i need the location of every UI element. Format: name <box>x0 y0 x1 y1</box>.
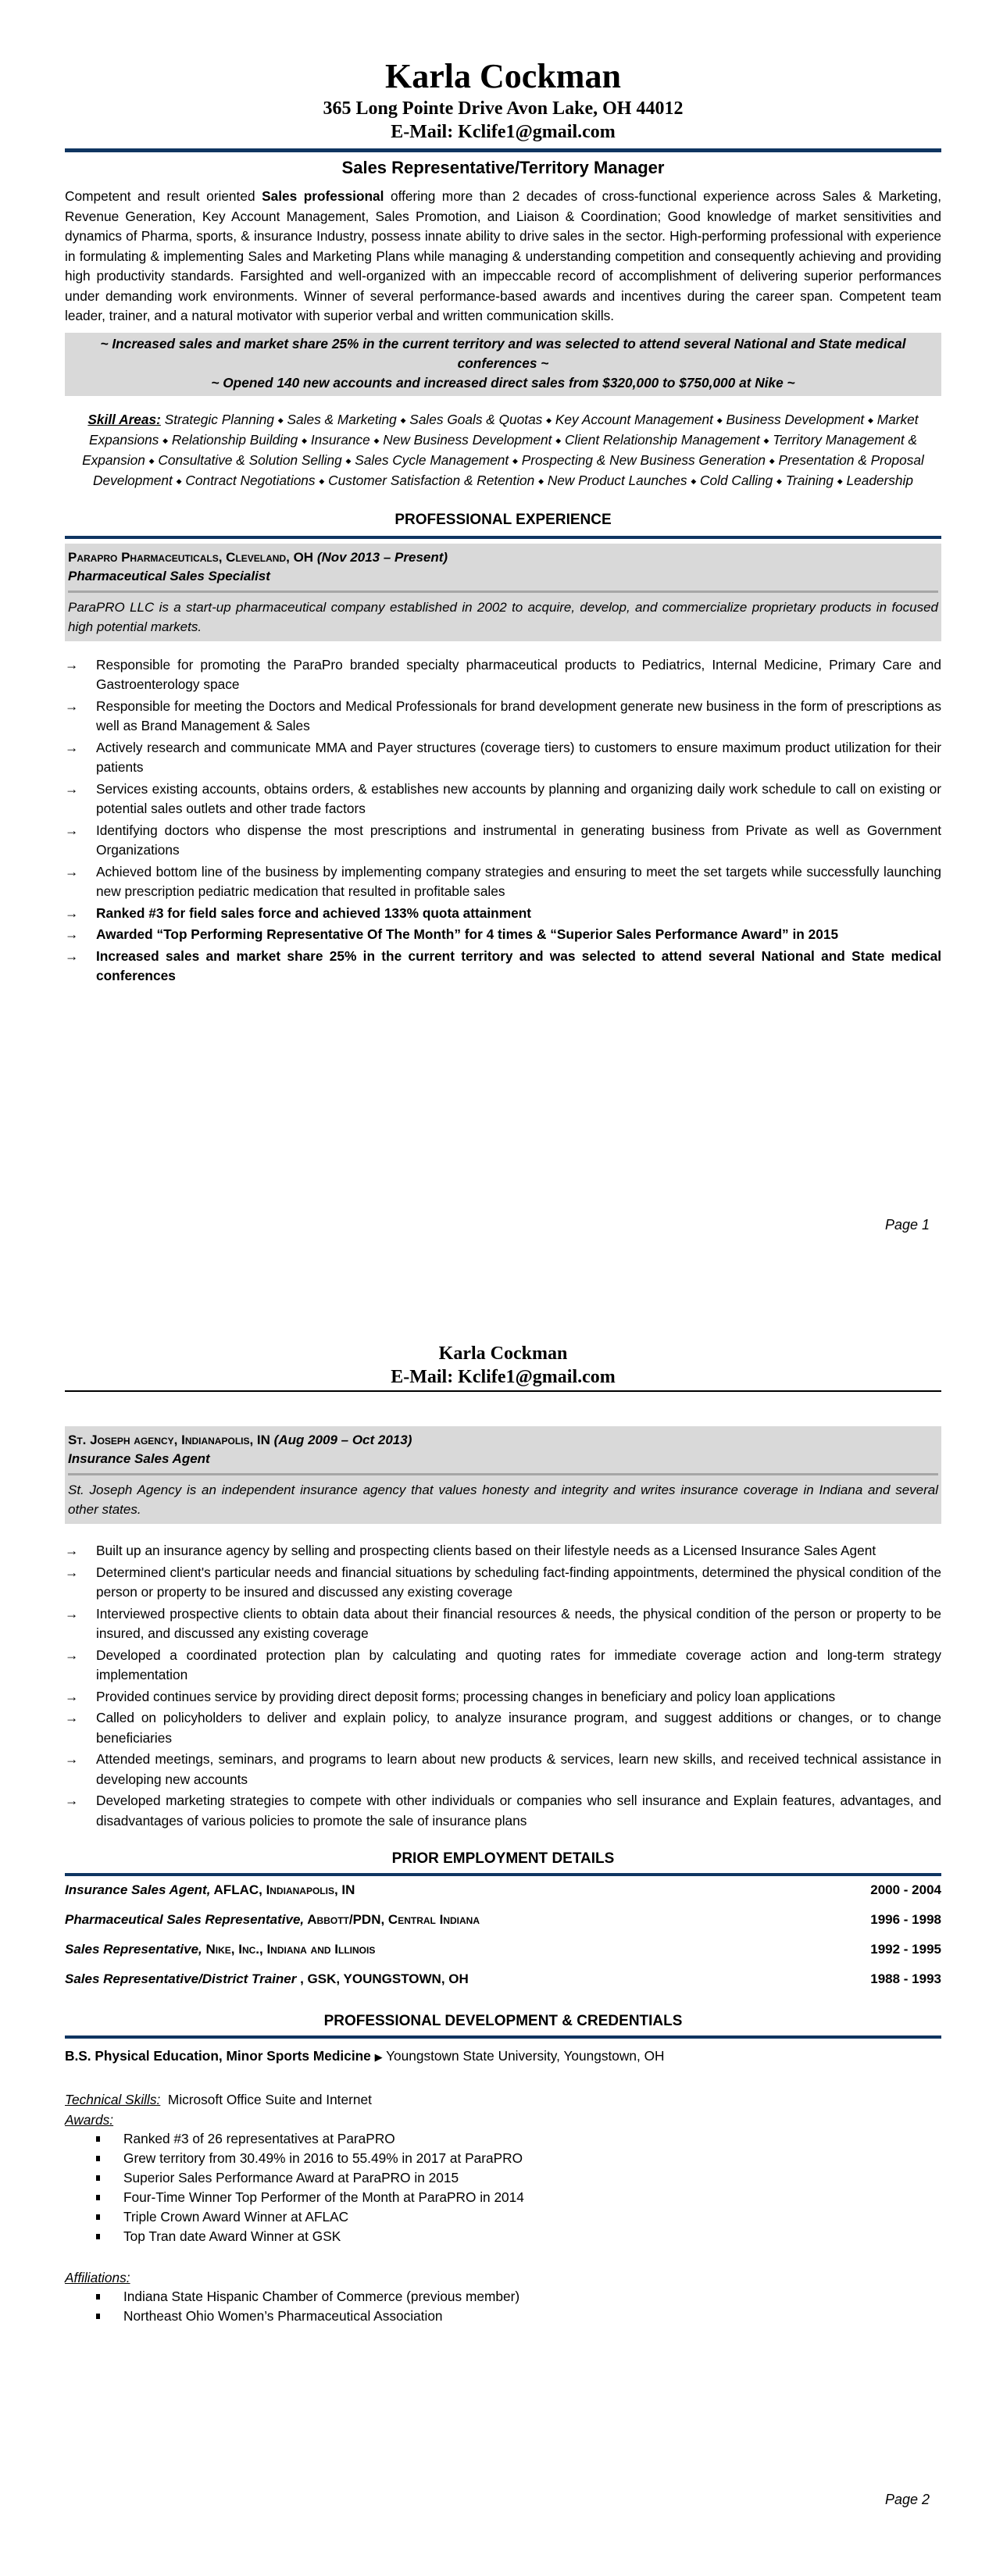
job-bullet-list <box>65 655 941 987</box>
square-bullet-icon <box>96 2294 100 2299</box>
summary-text-start: Competent and result oriented <box>65 188 262 204</box>
award-item <box>65 2168 941 2188</box>
diamond-separator-icon: ◆ <box>319 477 325 486</box>
square-bullet-icon <box>96 2234 100 2239</box>
diamond-separator-icon: ◆ <box>373 436 380 444</box>
job-bullet <box>65 947 941 987</box>
resume-title: Sales Representative/Territory Manager <box>341 158 665 177</box>
section-divider <box>65 2035 941 2039</box>
skill-item: Client Relationship Management <box>564 431 760 448</box>
job-bullet <box>65 697 941 737</box>
prior-employment-row <box>65 1940 941 1959</box>
job-bullet <box>65 925 941 945</box>
awards-label: Awards: <box>65 2112 114 2128</box>
arrow-right-icon: → <box>65 780 79 797</box>
job-bullet-text: Provided continues service by providing direct deposit forms; processing changes in beneficiary and policy loan applications <box>96 1688 836 1704</box>
job-bullet <box>65 1708 941 1748</box>
prior-years: 1992 - 1995 <box>870 1942 941 1957</box>
prior-role: Sales Representative/District Trainer <box>65 1971 297 1986</box>
skill-item: New Product Launches <box>547 473 687 489</box>
section-heading-experience: PROFESSIONAL EXPERIENCE <box>394 511 612 528</box>
section-divider <box>65 1873 941 1876</box>
square-bullet-icon <box>96 2156 100 2161</box>
job-bullet-text: Services existing accounts, obtains orders, & establishes new accounts by planning and organizing daily work schedule to call on existing or potential sales outlets and other trade factors <box>96 780 941 817</box>
arrow-right-icon: → <box>65 822 79 838</box>
section-heading-credentials: PROFESSIONAL DEVELOPMENT & CREDENTIALS <box>323 2013 683 2029</box>
prior-role: Sales Representative, <box>65 1942 202 1957</box>
award-item <box>65 2129 941 2149</box>
arrow-right-icon: → <box>65 1605 79 1622</box>
header-divider <box>65 148 941 152</box>
award-item <box>65 2188 941 2207</box>
section-heading-prior: PRIOR EMPLOYMENT DETAILS <box>391 1850 615 1867</box>
page-number: Page 1 <box>884 1217 930 1233</box>
diamond-separator-icon: ◆ <box>546 416 552 424</box>
skill-item: Strategic Planning <box>164 411 274 427</box>
technical-skills <box>65 2090 941 2109</box>
job-bullet-text: Increased sales and market share 25% in the current territory and was selected to attend several National and State medical conferences <box>96 947 941 984</box>
page-1 <box>65 56 941 988</box>
job-separator <box>68 1473 938 1475</box>
skill-item: New Business Development <box>383 431 552 448</box>
arrow-right-icon: → <box>65 1564 79 1580</box>
job-bullet <box>65 738 941 778</box>
affiliation-item-text: Northeast Ohio Women’s Pharmaceutical Association <box>123 2308 443 2324</box>
job-bullet <box>65 655 941 695</box>
job-dates: (Nov 2013 – Present) <box>316 549 448 565</box>
prior-company: Nike, Inc., Indiana and Illinois <box>202 1942 376 1957</box>
skill-item: Prospecting & New Business Generation <box>521 452 766 469</box>
highlight-box <box>65 333 941 396</box>
degree: B.S. Physical Education, Minor Sports Medicine <box>65 2048 371 2064</box>
candidate-name: Karla Cockman <box>438 1343 568 1364</box>
triangle-right-icon: ▶ <box>374 2051 383 2063</box>
school: Youngstown State University, Youngstown, OH <box>386 2048 665 2064</box>
square-bullet-icon <box>96 2214 100 2220</box>
prior-employment-list <box>65 1881 941 1989</box>
prior-company: AFLAC, Indianapolis, IN <box>210 1882 355 1897</box>
highlight-item: ~ Increased sales and market share 25% in the current territory and was selected to attend several National and State medical conferences ~ <box>100 335 906 371</box>
affiliations-list <box>65 2287 941 2326</box>
square-bullet-icon <box>96 2136 100 2142</box>
skill-areas-list <box>82 412 924 489</box>
address: 365 Long Pointe Drive Avon Lake, OH 44012 <box>323 98 684 119</box>
award-item-text: Top Tran date Award Winner at GSK <box>123 2228 341 2244</box>
job-bullet <box>65 1563 941 1603</box>
job-title: Pharmaceutical Sales Specialist <box>68 568 270 583</box>
arrow-right-icon: → <box>65 1751 79 1767</box>
diamond-separator-icon: ◆ <box>345 457 352 466</box>
skill-item: Key Account Management <box>555 411 713 427</box>
job-bullet-text: Responsible for meeting the Doctors and Medical Professionals for brand development generate new business in the form of prescriptions as well as Brand Management & Sales <box>96 698 941 734</box>
affiliation-item <box>65 2287 941 2307</box>
job-bullet-text: Achieved bottom line of the business by implementing company strategies and ensuring to meet the set targets while successfully launching new prescription pediatric medication that resulted in profitable sales <box>96 863 941 900</box>
job-bullet-text: Attended meetings, seminars, and programs to learn about new products & services, learn new skills, and received technical assistance in developing new accounts <box>96 1751 941 1787</box>
arrow-right-icon: → <box>65 1688 79 1704</box>
skill-item: Leadership <box>846 473 913 489</box>
job-bullet-text: Determined client's particular needs and financial situations by scheduling fact-finding appointments, determined the physical condition of the person or property to be insured and discussed any existing coverage <box>96 1564 941 1600</box>
diamond-separator-icon: ◆ <box>148 457 155 466</box>
square-bullet-icon <box>96 2314 100 2319</box>
award-item <box>65 2227 941 2246</box>
prior-years: 1988 - 1993 <box>870 1971 941 1986</box>
job-bullet <box>65 904 941 924</box>
candidate-name: Karla Cockman <box>385 57 621 95</box>
prior-company: Abbott/PDN, Central Indiana <box>304 1912 480 1927</box>
arrow-right-icon: → <box>65 947 79 964</box>
summary-paragraph <box>65 187 941 326</box>
company-description: St. Joseph Agency is an independent insurance agency that values honesty and integrity and writes insurance coverage in Indiana and several other states. <box>68 1482 938 1517</box>
section-divider <box>65 536 941 539</box>
page-2 <box>65 1342 941 2326</box>
highlight-item: ~ Opened 140 new accounts and increased direct sales from $320,000 to $750,000 at Nike ~ <box>211 374 795 391</box>
prior-role-company <box>65 1881 355 1900</box>
award-item-text: Triple Crown Award Winner at AFLAC <box>123 2209 349 2225</box>
skill-item: Relationship Building <box>171 431 298 448</box>
job-header-box <box>65 544 941 641</box>
diamond-separator-icon: ◆ <box>400 416 406 424</box>
prior-role-company <box>65 1970 469 1989</box>
job-bullet <box>65 821 941 861</box>
skill-areas-label: Skill Areas: <box>87 411 161 427</box>
technical-skills-label: Technical Skills: <box>65 2092 161 2107</box>
job-header-box <box>65 1426 941 1524</box>
diamond-separator-icon: ◆ <box>763 436 769 444</box>
diamond-separator-icon: ◆ <box>176 477 182 486</box>
prior-role: Pharmaceutical Sales Representative, <box>65 1912 305 1927</box>
summary-bold: Sales professional <box>262 188 384 204</box>
diamond-separator-icon: ◆ <box>868 416 873 424</box>
job-bullet-text: Called on policyholders to deliver and explain policy, to analyze insurance program, and suggest additions or changes, or to change beneficiaries <box>96 1710 941 1746</box>
award-item <box>65 2149 941 2168</box>
job-bullet-text: Ranked #3 for field sales force and achieved 133% quota attainment <box>96 904 532 921</box>
arrow-right-icon: → <box>65 698 79 714</box>
job-bullet-text: Interviewed prospective clients to obtain data about their financial resources & needs, the physical condition of the person or property to be insured, and discussed any existing coverage <box>96 1605 941 1641</box>
arrow-right-icon: → <box>65 1543 79 1558</box>
job-bullet-text: Awarded “Top Performing Representative Of The Month” for 4 times & “Superior Sales Performance Award” in 2015 <box>96 926 839 943</box>
job-bullet <box>65 1604 941 1644</box>
awards-list <box>65 2129 941 2246</box>
job-dates: (Aug 2009 – Oct 2013) <box>273 1432 412 1447</box>
arrow-right-icon: → <box>65 863 79 879</box>
skill-item: Consultative & Solution Selling <box>158 452 342 469</box>
skill-item: Contract Negotiations <box>185 473 316 489</box>
skill-item: Presentation & Proposal Development <box>93 452 924 489</box>
header-divider <box>65 1390 941 1392</box>
prior-employment-row <box>65 1881 941 1900</box>
diamond-separator-icon: ◆ <box>277 416 284 424</box>
affiliations-label: Affiliations: <box>65 2270 130 2285</box>
award-item-text: Ranked #3 of 26 representatives at ParaPRO <box>123 2131 395 2146</box>
award-item-text: Grew territory from 30.49% in 2016 to 55.49% in 2017 at ParaPRO <box>123 2150 523 2166</box>
job-bullet-list <box>65 1541 941 1831</box>
prior-years: 1996 - 1998 <box>870 1912 941 1927</box>
affiliations-label-row <box>65 2268 941 2287</box>
technical-skills-value: Microsoft Office Suite and Internet <box>167 2092 372 2107</box>
job-bullet <box>65 780 941 819</box>
prior-role-company <box>65 1911 480 1929</box>
arrow-right-icon: → <box>65 656 79 673</box>
company-name: St. Joseph agency, Indianapolis, IN <box>68 1432 270 1447</box>
skill-item: Market Expansions <box>88 411 919 448</box>
prior-role-company <box>65 1940 375 1959</box>
diamond-separator-icon: ◆ <box>837 477 843 486</box>
affiliation-item-text: Indiana State Hispanic Chamber of Commerce (previous member) <box>123 2289 520 2304</box>
diamond-separator-icon: ◆ <box>555 436 562 444</box>
award-item-text: Four-Time Winner Top Performer of the Month at ParaPRO in 2014 <box>123 2189 524 2205</box>
skill-item: Cold Calling <box>700 473 773 489</box>
job-separator <box>68 590 938 593</box>
award-item <box>65 2207 941 2227</box>
award-item-text: Superior Sales Performance Award at ParaPRO in 2015 <box>123 2170 459 2185</box>
job-bullet-text: Built up an insurance agency by selling and prospecting clients based on their lifestyle needs as a Licensed Insurance Sales Agent <box>96 1543 876 1558</box>
arrow-right-icon: → <box>65 1793 79 1808</box>
job-bullet <box>65 862 941 902</box>
job-bullet <box>65 1646 941 1686</box>
skill-item: Sales & Marketing <box>287 411 397 427</box>
arrow-right-icon: → <box>65 739 79 755</box>
skill-item: Training <box>785 473 834 489</box>
diamond-separator-icon: ◆ <box>162 436 169 444</box>
job-company <box>68 548 938 567</box>
diamond-separator-icon: ◆ <box>691 477 697 486</box>
prior-employment-row <box>65 1911 941 1929</box>
diamond-separator-icon: ◆ <box>776 477 782 486</box>
summary-text-end: offering more than 2 decades of cross-functional experience across Sales & Marketing, Revenue Generation, Key Account Management, Sales Promotion, and Liaison & Coordination; Good knowledge of market sensitivities and dynamics of Pharma, sports, & insurance Industry, possess innate ability to drive sales in the sector. High-performing professional with experience in formulating & implementing Sales and Marketing Plans while managing & understanding competition and consequently achieving and providing high productivity standards. Farsighted and well-organized with an impeccable record of accomplishment of delivering superior performances under demanding work environments. Winner of several performance-based awards and incentives during the career span. Competent team leader, trainer, and a natural motivator with superior verbal and written communication skills. <box>65 188 942 323</box>
company-description: ParaPRO LLC is a start-up pharmaceutical company established in 2002 to acquire, develop, and commercialize proprietary products in focused high potential markets. <box>68 599 938 634</box>
diamond-separator-icon: ◆ <box>716 416 723 424</box>
arrow-right-icon: → <box>65 926 79 943</box>
job-bullet-text: Identifying doctors who dispense the most prescriptions and instrumental in generating business from Private as well as Government Organizations <box>96 822 941 858</box>
diamond-separator-icon: ◆ <box>302 436 308 444</box>
diamond-separator-icon: ◆ <box>512 457 518 466</box>
arrow-right-icon: → <box>65 1647 79 1663</box>
job-title: Insurance Sales Agent <box>68 1451 210 1466</box>
skill-item: Business Development <box>726 411 865 427</box>
job-bullet <box>65 1791 941 1831</box>
skill-areas <box>65 410 941 492</box>
square-bullet-icon <box>96 2175 100 2181</box>
education-line <box>65 2046 941 2067</box>
job-bullet-text: Actively research and communicate MMA and Payer structures (coverage tiers) to customers to ensure maximum product utilization for their patients <box>96 739 941 776</box>
job-bullet-text: Developed a coordinated protection plan by calculating and quoting rates for immediate coverage action and long-term strategy implementation <box>96 1647 941 1682</box>
company-name: Parapro Pharmaceuticals, Cleveland, OH <box>68 549 314 565</box>
page-number: Page 2 <box>884 2492 930 2507</box>
job-company <box>68 1431 938 1450</box>
awards-label-row <box>65 2110 941 2129</box>
prior-role: Insurance Sales Agent, <box>65 1882 211 1897</box>
skill-item: Customer Satisfaction & Retention <box>328 473 535 489</box>
skill-item: Sales Goals & Quotas <box>409 411 543 427</box>
skill-item: Insurance <box>310 431 370 448</box>
job-bullet-text: Responsible for promoting the ParaPro branded specialty pharmaceutical products to Pediatrics, Internal Medicine, Primary Care and Gastroenterology space <box>96 656 941 693</box>
email: E-Mail: Kclife1@gmail.com <box>391 122 616 142</box>
diamond-separator-icon: ◆ <box>538 477 544 486</box>
job-bullet <box>65 1750 941 1789</box>
arrow-right-icon: → <box>65 904 79 921</box>
job-bullet-text: Developed marketing strategies to compete with other individuals or companies who sell insurance and Explain features, advantages, and disadvantages of various policies to promote the sale of insurance plans <box>96 1793 941 1829</box>
square-bullet-icon <box>96 2195 100 2200</box>
job-bullet <box>65 1541 941 1561</box>
affiliation-item <box>65 2307 941 2326</box>
skill-item: Territory Management & Expansion <box>82 431 918 469</box>
arrow-right-icon: → <box>65 1710 79 1725</box>
job-bullet <box>65 1687 941 1707</box>
email: E-Mail: Kclife1@gmail.com <box>391 1367 616 1387</box>
prior-employment-row <box>65 1970 941 1989</box>
prior-company: , GSK, YOUNGSTOWN, OH <box>296 1971 469 1986</box>
diamond-separator-icon: ◆ <box>769 457 775 466</box>
prior-years: 2000 - 2004 <box>870 1882 941 1897</box>
skill-item: Sales Cycle Management <box>355 452 509 469</box>
